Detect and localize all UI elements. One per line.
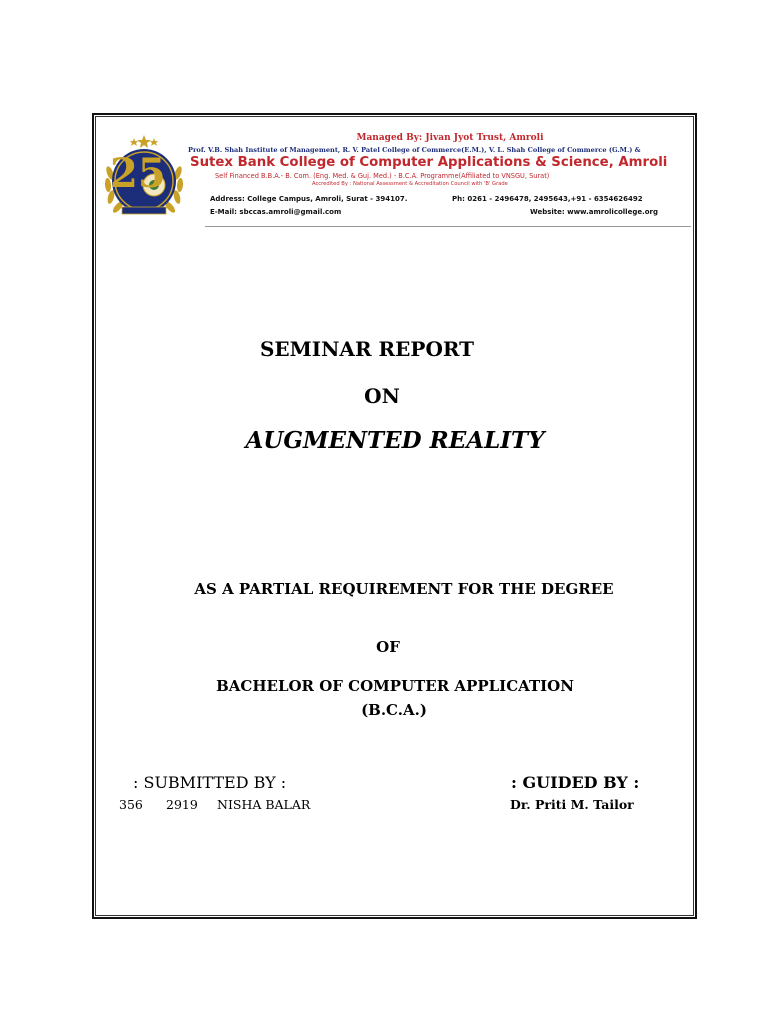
logo-number: 25 [110,150,166,197]
degree-abbr: (B.C.A.) [361,701,427,719]
contact-row [210,208,670,220]
affiliation-line: Self Financed B.B.A.- B. Com. (Eng. Med. & Guj. Med.) - B.C.A. Programme(Affiliated to VNSGU, Surat) [215,172,550,180]
college-name: Sutex Bank College of Computer Applications & Science, Amroli [190,155,668,170]
submitted-by-label: : SUBMITTED BY : [133,773,287,792]
report-topic: AUGMENTED REALITY [245,427,545,454]
student-roll: 356 [119,797,143,812]
of-line: OF [376,638,400,656]
website-text: Website: www.amrolicollege.org [530,208,659,216]
institutes-line: Prof. V.B. Shah Institute of Management, R. V. Patel College of Commerce(E.M.), V. L. Shah College of Commerce (G.M.) & [188,146,641,154]
managed-by-line: Managed By: Jivan Jyot Trust, Amroli [356,133,544,143]
address-row [210,195,670,207]
report-on: ON [364,384,400,408]
guide-name: Dr. Priti M. Tailor [510,797,634,812]
student-id: 2919 [166,797,198,812]
header-divider [205,226,691,227]
page-border-inner [95,116,694,916]
student-name: NISHA BALAR [217,797,311,812]
phone-text: Ph: 0261 - 2496478, 2495643,+91 - 6354626492 [452,195,643,203]
accreditation-line: Accredited By : National Assessment & Accreditation Council with 'B' Grade [312,181,508,187]
email-text: E-Mail: sbccas.amroli@gmail.com [210,208,342,216]
address-text: Address: College Campus, Amroli, Surat - 394107. [210,195,408,203]
degree-name: BACHELOR OF COMPUTER APPLICATION [216,677,574,695]
report-title: SEMINAR REPORT [259,337,475,361]
requirement-line: AS A PARTIAL REQUIREMENT FOR THE DEGREE [194,580,614,598]
guided-by-label: : GUIDED BY : [511,773,640,792]
